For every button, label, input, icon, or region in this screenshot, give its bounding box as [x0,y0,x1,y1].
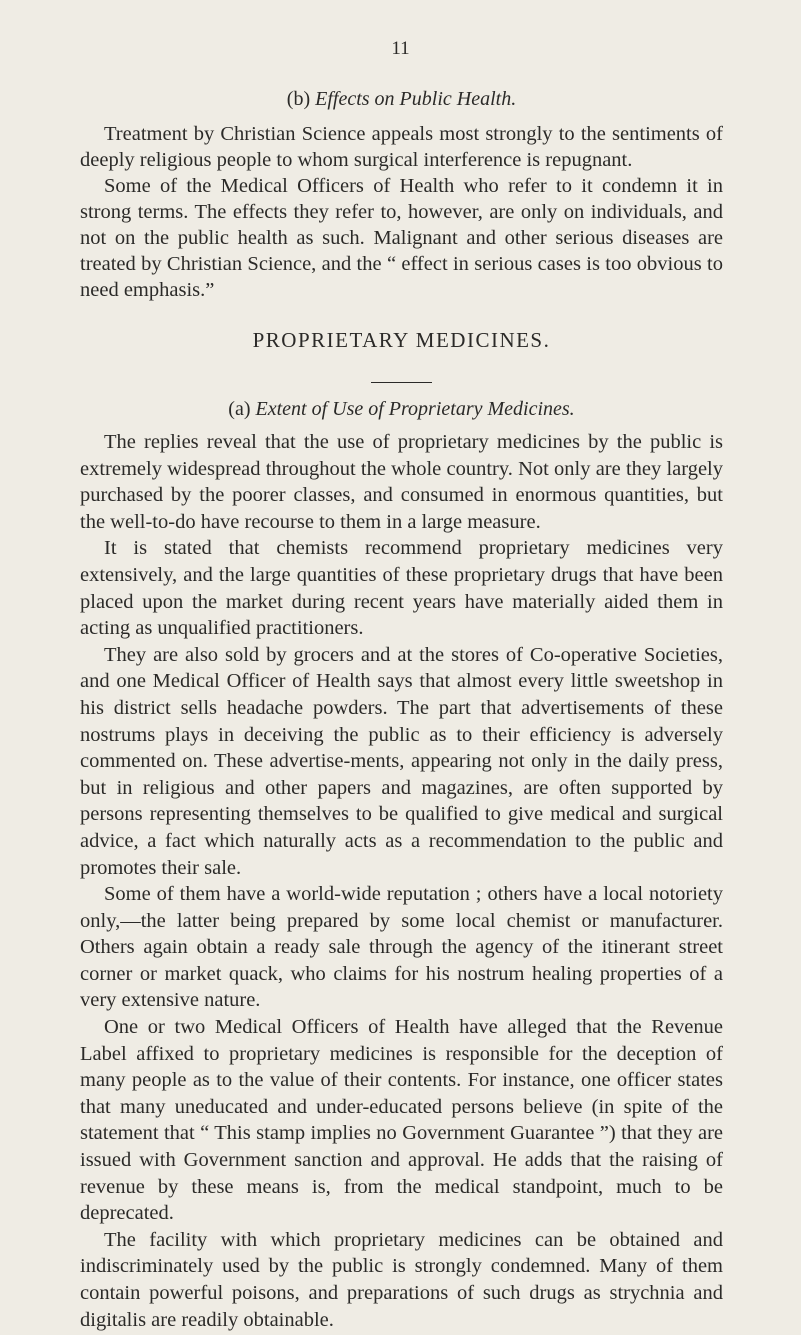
effects-paragraph-2: Some of the Medical Officers of Health who refer to it condemn it in strong terms. The effects they refer to, however, are only on individuals, and not on the public health as such. Malignant and other serious diseases are treated by Christian Science, and the “ effect in serious cases is too obvious to need emphasis.” [80,175,723,301]
extent-paragraph-6: The facility with which proprietary medicines can be obtained and indiscriminately used by the public is strongly condemned. Many of them contain powerful poisons, and preparations of such drugs as strychnia and digitalis are readily obtainable. [80,1228,723,1331]
extent-paragraph-3: They are also sold by grocers and at the stores of Co-operative Societies, and one Medical Officer of Health says that almost every little sweetshop in his district sells headache powders. The part that advertisements of these nostrums plays in deceiving the public as to their efficiency is adversely commented on. These advertise-ments, appearing not only in the daily press, but in religious and other papers and magazines, are often supported by persons representing themselves to be qualified to give medical and surgical advice, a fact which naturally acts as a recommendation to the public and promotes their sale. [80,643,723,879]
page-number: 11 [391,38,410,59]
section-title: PROPRIETARY MEDICINES. [252,328,551,352]
extent-heading [80,398,723,421]
effects-title: Effects on Public Health. [315,88,517,110]
divider-rule [371,382,432,383]
extent-section [80,398,723,1333]
extent-label: (a) [228,398,251,420]
effects-paragraph-1: Treatment by Christian Science appeals most strongly to the sentiments of deeply religious people to whom surgical interference is repugnant. [80,123,723,171]
extent-paragraph-4: Some of them have a world-wide reputation ; others have a local notoriety only,—the latter being prepared by some local chemist or manufacturer. Others again obtain a ready sale through the agency of the itinerant street corner or market quack, who claims for his nostrum healing properties of a very extensive nature. [80,883,723,1012]
extent-title: Extent of Use of Proprietary Medicines. [255,398,575,420]
effects-heading [80,88,723,111]
effects-label: (b) [286,88,311,110]
effects-section [80,88,723,303]
extent-paragraph-1: The replies reveal that the use of proprietary medicines by the public is extremely widespread throughout the whole country. Not only are they largely purchased by the poorer classes, and consumed in enormous quantities, but the well-to-do have recourse to them in a large measure. [80,431,723,533]
extent-paragraph-5: One or two Medical Officers of Health have alleged that the Revenue Label affixed to proprietary medicines is responsible for the deception of many people as to the value of their contents. For instance, one officer states that many uneducated and under-educated persons believe (in spite of the statement that “ This stamp implies no Government Guarantee ”) that they are issued with Government sanction and approval. He adds that the raising of revenue by these means is, from the medical standpoint, much to be deprecated. [80,1016,723,1225]
extent-paragraph-2: It is stated that chemists recommend proprietary medicines very extensively, and the large quantities of these proprietary drugs that have been placed upon the market during recent years have materially aided them in acting as unqualified practitioners. [80,537,723,640]
